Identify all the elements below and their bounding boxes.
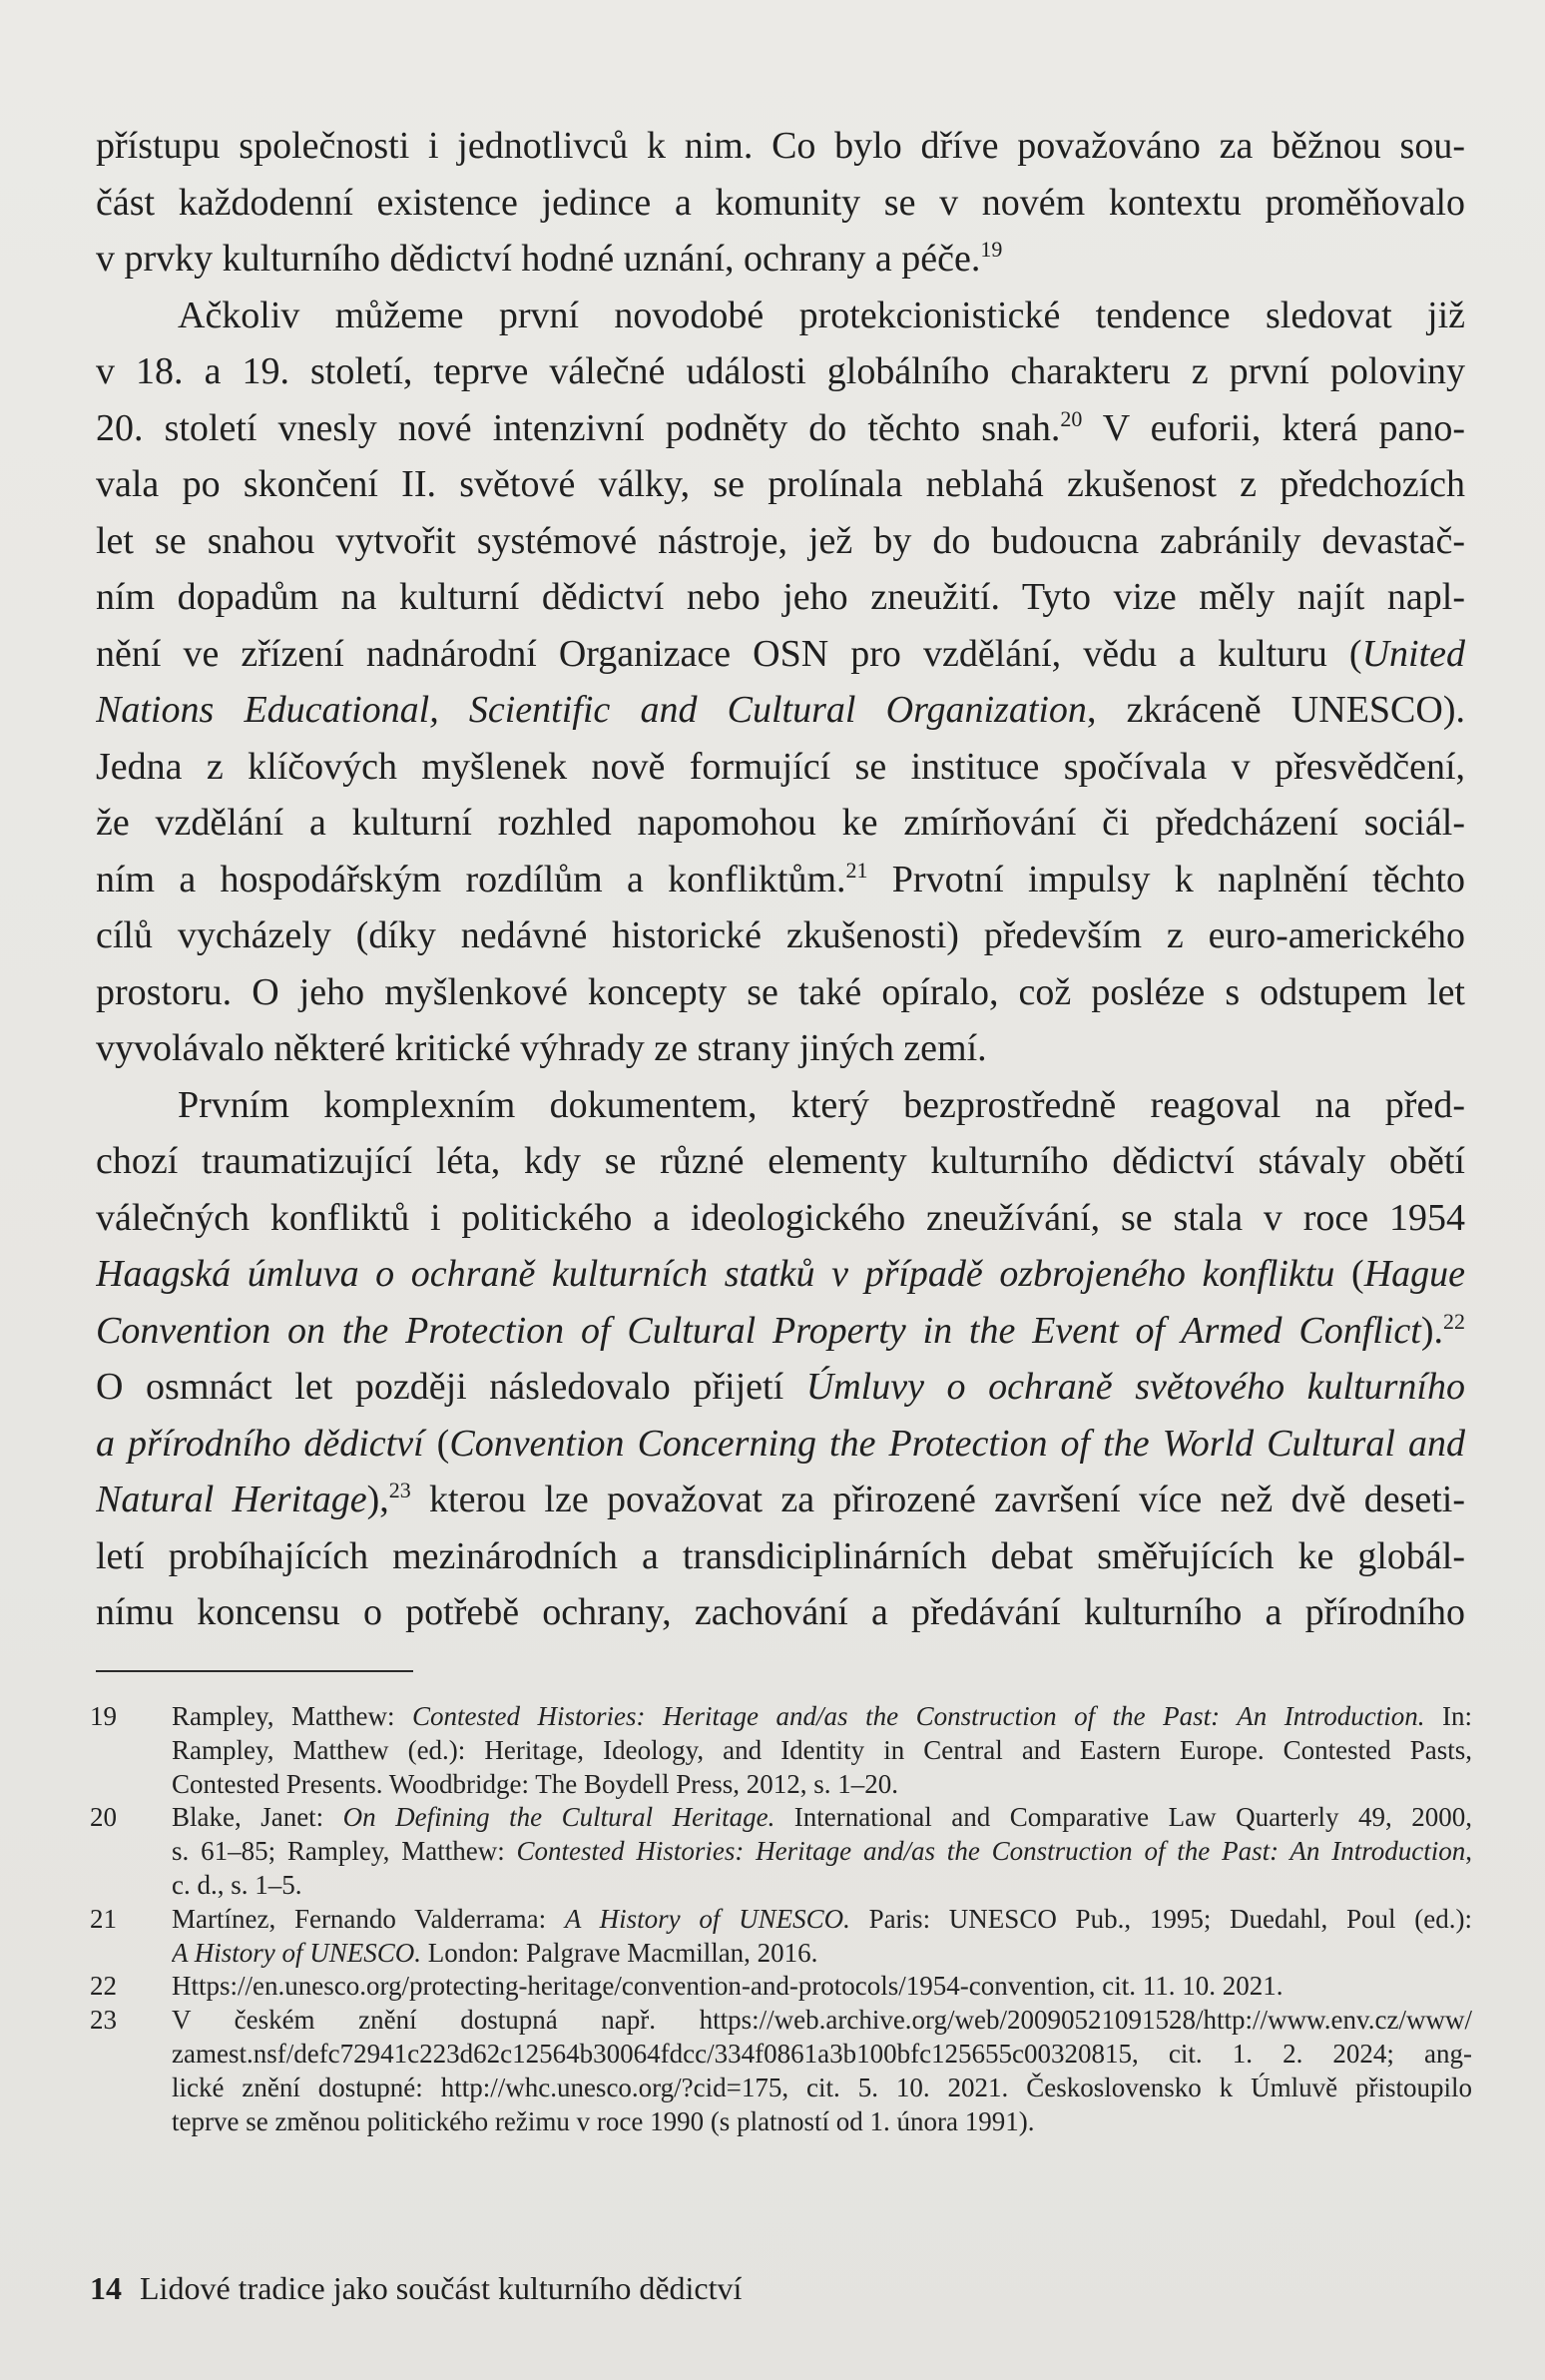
page-footer [90, 2270, 742, 2307]
footnote-21 [90, 1903, 1472, 1971]
text-line: že vzdělání a kulturní rozhled napomohou ke zmírňování či předcházení sociál- [96, 802, 1465, 844]
text-line: válečných konfliktů i politického a ideologického zneužívání, se stala v roce 1954 [96, 1196, 1465, 1239]
text-line: vala po skončení II. světové války, se prolínala neblahá zkušenost z předchozích [96, 463, 1465, 505]
text-line: 20. století vnesly nové intenzivní podněty do těchto snah.$^{20}$ V euforii, která pano- [96, 405, 1465, 449]
text-line: část každodenní existence jedince a komunity se v novém kontextu proměňovalo [96, 181, 1465, 224]
footnote-20 [90, 1801, 1472, 1902]
footnote-ref: 19 [980, 237, 1003, 262]
footnote-ref: 21 [845, 857, 868, 883]
footnote-line: Rampley, Matthew: Contested Histories: Heritage and/as the Construction of the Past: An Introduction. In: [172, 1701, 1472, 1731]
text-line: vyvolávalo některé kritické výhrady ze strany jiných zemí. [96, 1027, 987, 1069]
text-line: chozí traumatizující léta, kdy se různé elementy kulturního dědictví stávaly obětí [96, 1140, 1465, 1182]
text-line: O osmnáct let později následovalo přijetí Úmluvy o ochraně světového kulturního [96, 1366, 1465, 1408]
footnote-ref: 23 [388, 1478, 411, 1502]
body-text [96, 118, 1465, 1641]
footnote-line: Https://en.unesco.org/protecting-heritage/convention-and-protocols/1954-convention, cit. 11. 10. 2021. [172, 1971, 1284, 2002]
running-title: Lidové tradice jako součást kulturního dědictví [140, 2270, 743, 2306]
footnote-19 [90, 1700, 1472, 1801]
footnote-separator [96, 1670, 413, 1672]
footnote-line: c. d., s. 1–5. [172, 1869, 302, 1900]
text-line: Nations Educational, Scientific and Cultural Organization, zkráceně UNESCO). [96, 689, 1465, 731]
footnote-line: Rampley, Matthew (ed.): Heritage, Ideology, and Identity in Central and Eastern Europe. Contested Pasts, [172, 1734, 1472, 1765]
text-line: Prvním komplexním dokumentem, který bezprostředně reagoval na před- [178, 1083, 1465, 1126]
footnotes [90, 1700, 1472, 2138]
text-line: Convention on the Protection of Cultural Property in the Event of Armed Conflict).$^{22}$ [96, 1308, 1465, 1352]
text-line: nění ve zřízení nadnárodní Organizace OSN pro vzdělání, vědu a kulturu (United [96, 632, 1465, 675]
footnote-line: s. 61–85; Rampley, Matthew: Contested Histories: Heritage and/as the Construction of the Past: An Introduction, [172, 1836, 1472, 1867]
footnote-line: Blake, Janet: On Defining the Cultural Heritage. International and Comparative Law Quarterly 49, 2000, [172, 1802, 1472, 1833]
footnote-ref: 22 [1443, 1308, 1465, 1334]
footnote-22 [90, 1970, 1472, 2004]
footnote-line: V českém znění dostupná např. https://web.archive.org/web/20090521091528/http://www.env.cz/www/ [172, 2005, 1472, 2036]
footnote-number: 23 [90, 2005, 117, 2036]
footnote-ref: 20 [1060, 405, 1083, 431]
text-line: ním dopadům na kulturní dědictví nebo jeho zneužití. Tyto vize měly najít napl- [96, 576, 1465, 618]
footnote-line: lické znění dostupné: http://whc.unesco.org/?cid=175, cit. 5. 10. 2021. Československo k Úmluvě přistoupilo [172, 2072, 1472, 2102]
text-line: letí probíhajících mezinárodních a transdiciplinárních debat směřujících ke globál- [96, 1534, 1465, 1577]
footnote-23 [90, 2004, 1472, 2138]
footnote-line: Martínez, Fernando Valderrama: A History of UNESCO. Paris: UNESCO Pub., 1995; Duedahl, Poul (ed.): [172, 1903, 1472, 1934]
footnote-number: 19 [90, 1701, 117, 1731]
text-line: Natural Heritage),$^{23}$ kterou lze považovat za přirozené završení více než dvě deseti- [96, 1478, 1465, 1520]
footnote-number: 22 [90, 1971, 117, 2002]
page-number: 14 [90, 2270, 122, 2306]
text-line: přístupu společnosti i jednotlivců k nim. Co bylo dříve považováno za běžnou sou- [96, 125, 1465, 167]
text-line: Ačkoliv můžeme první novodobé protekcionistické tendence sledovat již [178, 294, 1465, 336]
footnote-line: Contested Presents. Woodbridge: The Boydell Press, 2012, s. 1–20. [172, 1768, 899, 1799]
footnote-line: teprve se změnou politického režimu v roce 1990 (s platností od 1. února 1991). [172, 2105, 1035, 2136]
footnote-line: A History of UNESCO. London: Palgrave Macmillan, 2016. [172, 1937, 818, 1968]
text-line: ním a hospodářským rozdílům a konfliktům.$^{21}$ Prvotní impulsy k naplnění těchto [96, 857, 1465, 900]
text-line: v 18. a 19. století, teprve válečné události globálního charakteru z první poloviny [96, 350, 1465, 392]
text-line: cílů vycházely (díky nedávné historické zkušenosti) především z euro-amerického [96, 914, 1465, 956]
footnote-number: 20 [90, 1802, 117, 1833]
text-line: a přírodního dědictví (Convention Concerning the Protection of the World Cultural and [96, 1422, 1465, 1465]
footnote-number: 21 [90, 1903, 117, 1934]
text-line: v prvky kulturního dědictví hodné uznání, ochrany a péče.$^{19}$ [96, 237, 1003, 280]
text-line: Jedna z klíčových myšlenek nově formující se instituce spočívala v přesvědčení, [96, 745, 1465, 788]
text-line: Haagská úmluva o ochraně kulturních statků v případě ozbrojeného konfliktu (Hague [96, 1253, 1465, 1295]
footnote-line: zamest.nsf/defc72941c223d62c12564b30064fdcc/334f0861a3b100bfc125655c00320815, cit. 1. 2. 2024; ang- [172, 2038, 1472, 2069]
text-line: prostoru. O jeho myšlenkové koncepty se také opíralo, což posléze s odstupem let [96, 970, 1465, 1013]
text-line: let se snahou vytvořit systémové nástroje, jež by do budoucna zabránily devastač- [96, 519, 1465, 562]
text-line: nímu koncensu o potřebě ochrany, zachování a předávání kulturního a přírodního [96, 1591, 1465, 1633]
